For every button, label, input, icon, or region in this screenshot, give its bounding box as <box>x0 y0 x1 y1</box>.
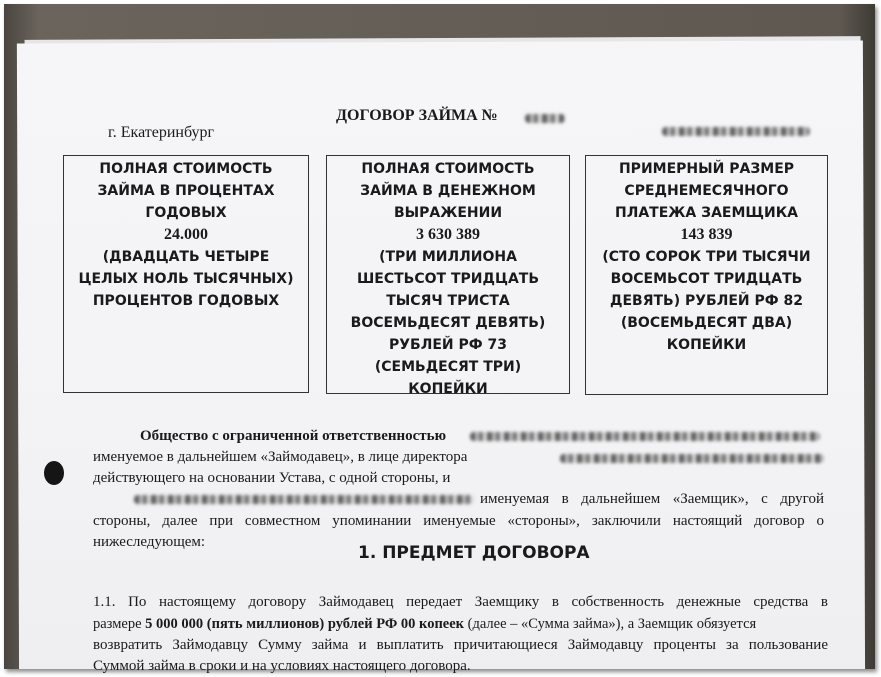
box-words-line: (СТО СОРОК ТРИ ТЫСЯЧИ <box>602 249 811 265</box>
box-words-line: ДЕВЯТЬ) РУБЛЕЙ РФ 82 <box>610 293 803 309</box>
redacted-date <box>662 127 810 136</box>
box-words-line: ЦЕЛЫХ НОЛЬ ТЫСЯЧНЫХ) <box>78 271 294 287</box>
parties-line-4: именуемая в дальнейшем «Заемщик», с другой <box>480 491 824 507</box>
box-annual-percentage <box>63 155 309 393</box>
section-heading: 1. ПРЕДМЕТ ДОГОВОРА <box>358 543 590 563</box>
clause-text: (далее – «Сумма займа»), а Заемщик обязуется <box>464 616 757 632</box>
box-value: 143 839 <box>680 226 733 243</box>
clause-1-1-line-4: Суммой займа в сроки и на условиях настоящего договора. <box>93 658 471 674</box>
box-heading-line: СРЕДНЕМЕСЯЧНОГО <box>624 183 789 199</box>
box-monthly-payment <box>585 155 828 395</box>
box-heading-line: ПЛАТЕЖА ЗАЕМЩИКА <box>615 205 798 221</box>
clause-1-1-line-1: 1.1. По настоящему договору Займодавец передает Заемщику в собственность денежные средства в <box>93 594 828 610</box>
box-heading-line: ПОЛНАЯ СТОИМОСТЬ <box>361 161 535 177</box>
box-words-line: (ВОСЕМЬДЕСЯТ ДВА) <box>620 315 793 331</box>
box-words-line: ТЫСЯЧ ТРИСТА <box>386 293 510 309</box>
box-heading-line: ЗАЙМА В ДЕНЕЖНОМ <box>360 183 536 199</box>
redacted-borrower-name <box>134 495 474 504</box>
box-words-line: ПРОЦЕНТОВ ГОДОВЫХ <box>92 293 280 309</box>
box-heading-line: ПОЛНАЯ СТОИМОСТЬ <box>99 161 273 177</box>
clause-text: размере <box>93 616 146 632</box>
parties-line-2: именуемое в дальнейшем «Займодавец», в лице директора <box>93 449 468 465</box>
box-words-line: (ТРИ МИЛЛИОНА <box>379 249 517 265</box>
punch-hole <box>44 461 64 485</box>
box-words-line: (СЕМЬДЕСЯТ ТРИ) <box>374 359 522 375</box>
redacted-lender-name <box>470 432 820 441</box>
box-words-line: ВОСЕМЬДЕСЯТ ДЕВЯТЬ) <box>350 315 546 331</box>
box-words-line: РУБЛЕЙ РФ 73 <box>388 337 507 353</box>
parties-line-3: действующего на основании Устава, с одной стороны, и <box>93 470 451 486</box>
contract-city: г. Екатеринбург <box>108 124 215 141</box>
box-heading-line: ВЫРАЖЕНИИ <box>393 205 503 221</box>
loan-amount: 5 000 000 (пять миллионов) рублей РФ 00 копеек <box>145 616 465 632</box>
box-value: 3 630 389 <box>416 226 480 243</box>
parties-line-6: нижеследующем: <box>93 534 206 550</box>
redacted-contract-number <box>525 114 565 123</box>
clause-1-1-line-2 <box>93 613 756 635</box>
box-words-line: (ДВАДЦАТЬ ЧЕТЫРЕ <box>102 249 270 265</box>
box-words-line: ВОСЕМЬСОТ ТРИДЦАТЬ <box>610 271 803 287</box>
lender-org-line <box>140 425 446 447</box>
redacted-director-name <box>560 454 824 463</box>
box-words-line: КОПЕЙКИ <box>408 381 488 397</box>
clause-1-1-line-3: возвратить Займодавцу Сумму займа и выплатить причитающиеся Займодавцу проценты за пользование <box>93 637 828 653</box>
box-total-cost <box>326 155 570 397</box>
contract-title: ДОГОВОР ЗАЙМА № <box>336 107 498 124</box>
box-heading-line: ПРИМЕРНЫЙ РАЗМЕР <box>618 161 795 177</box>
box-words-line: КОПЕЙКИ <box>666 337 747 353</box>
lender-org-name: Общество с ограниченной ответственностью <box>140 428 447 444</box>
box-words-line: ШЕСТЬСОТ ТРИДЦАТЬ <box>357 271 539 287</box>
box-heading-line: ЗАЙМА В ПРОЦЕНТАХ <box>97 183 275 199</box>
box-heading-line: ГОДОВЫХ <box>145 205 227 221</box>
box-value: 24.000 <box>164 226 208 243</box>
parties-line-5: стороны, далее при совместном упоминании именуемые «стороны», заключили настоящий договор о <box>93 513 824 529</box>
